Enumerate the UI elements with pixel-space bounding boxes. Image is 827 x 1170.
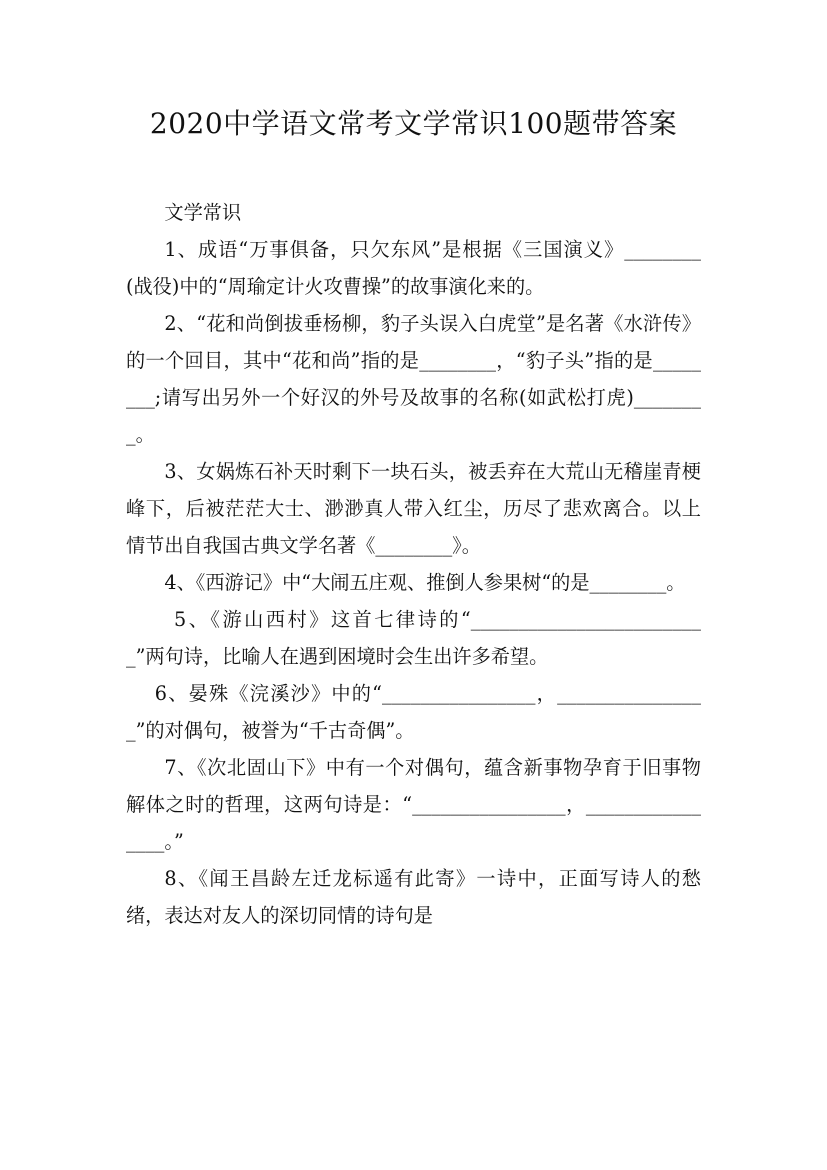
question-item: 8、《闻王昌龄左迁龙标遥有此寄》一诗中，正面写诗人的愁绪，表达对友人的深切同情的诗句是 [126, 867, 701, 927]
question-item: 5、《游山西村》这首七律诗的“_________________________”两句诗，比喻人在遇到困境时会生出许多希望。 [126, 608, 701, 668]
question-item: 2、“花和尚倒拔垂杨柳，豹子头误入白虎堂”是名著《水浒传》的一个回目，其中“花和尚”指的是________，“豹子头”指的是________;请写出另外一个好汉的外号及故事的名称(如武松打虎)________。 [126, 312, 701, 446]
document-title: 2020中学语文常考文学常识100题带答案 [149, 107, 678, 140]
question-item: 6、晏殊《浣溪沙》中的“________________，________________”的对偶句，被誉为“千古奇偶”。 [126, 682, 701, 742]
question-item: 7、《次北固山下》中有一个对偶句，蕴含新事物孕育于旧事物解体之时的哲理，这两句诗是：“________________，________________。” [126, 756, 701, 853]
question-item: 4、《西游记》中“大闹五庄观、推倒人参果树“的是________。 [164, 571, 686, 594]
section-heading: 文学常识 [164, 201, 242, 224]
question-item: 1、成语“万事俱备，只欠东风”是根据《三国演义》________(战役)中的“周瑜定计火攻曹操”的故事演化来的。 [126, 238, 701, 298]
question-item: 3、女娲炼石补天时剩下一块石头，被丢弃在大荒山无稽崖青梗峰下，后被茫茫大士、渺渺真人带入红尘，历尽了悲欢离合。以上情节出自我国古典文学名著《________》。 [126, 460, 701, 557]
document-body [126, 194, 701, 934]
